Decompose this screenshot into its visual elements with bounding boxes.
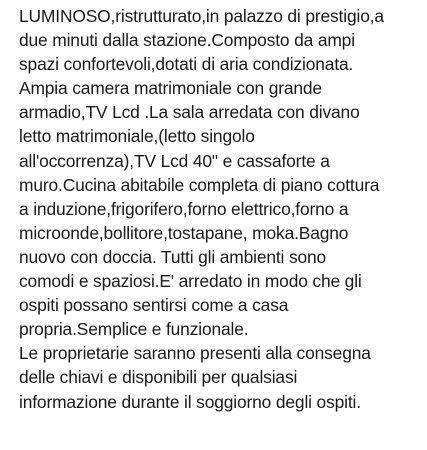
description-line: delle chiavi e disponibili per qualsiasi — [19, 367, 298, 388]
description-line: Ampia camera matrimoniale con grande — [19, 78, 322, 99]
listing-description — [19, 4, 423, 414]
description-line: LUMINOSO,ristrutturato,in palazzo di prestigio,a — [19, 6, 384, 26]
description-line: muro.Cucina abitabile completa di piano cottura — [19, 174, 380, 195]
description-line: comodi e spaziosi.E' arredato in modo che gli — [19, 271, 362, 292]
description-line: a induzione,frigorifero,forno elettrico,forno a — [19, 198, 349, 219]
description-line: propria.Semplice e funzionale. — [19, 319, 249, 340]
description-line: microonde,bollitore,tostapane, moka.Bagno — [19, 222, 349, 243]
description-line: all'occorrenza),TV Lcd 40" e cassaforte a — [19, 150, 330, 171]
description-line: informazione durante il soggiorno degli ospiti. — [19, 391, 361, 412]
description-line: Le proprietarie saranno presenti alla consegna — [19, 343, 371, 364]
description-line: nuovo con doccia. Tutti gli ambienti sono — [19, 246, 327, 267]
description-line: letto matrimoniale,(letto singolo — [19, 126, 255, 147]
description-line: spazi confortevoli,dotati di aria condizionata. — [19, 54, 354, 75]
description-line: due minuti dalla stazione.Composto da ampi — [19, 30, 355, 51]
description-line: armadio,TV Lcd .La sala arredata con divano — [19, 102, 360, 123]
description-line: ospiti possano sentirsi come a casa — [19, 295, 289, 316]
